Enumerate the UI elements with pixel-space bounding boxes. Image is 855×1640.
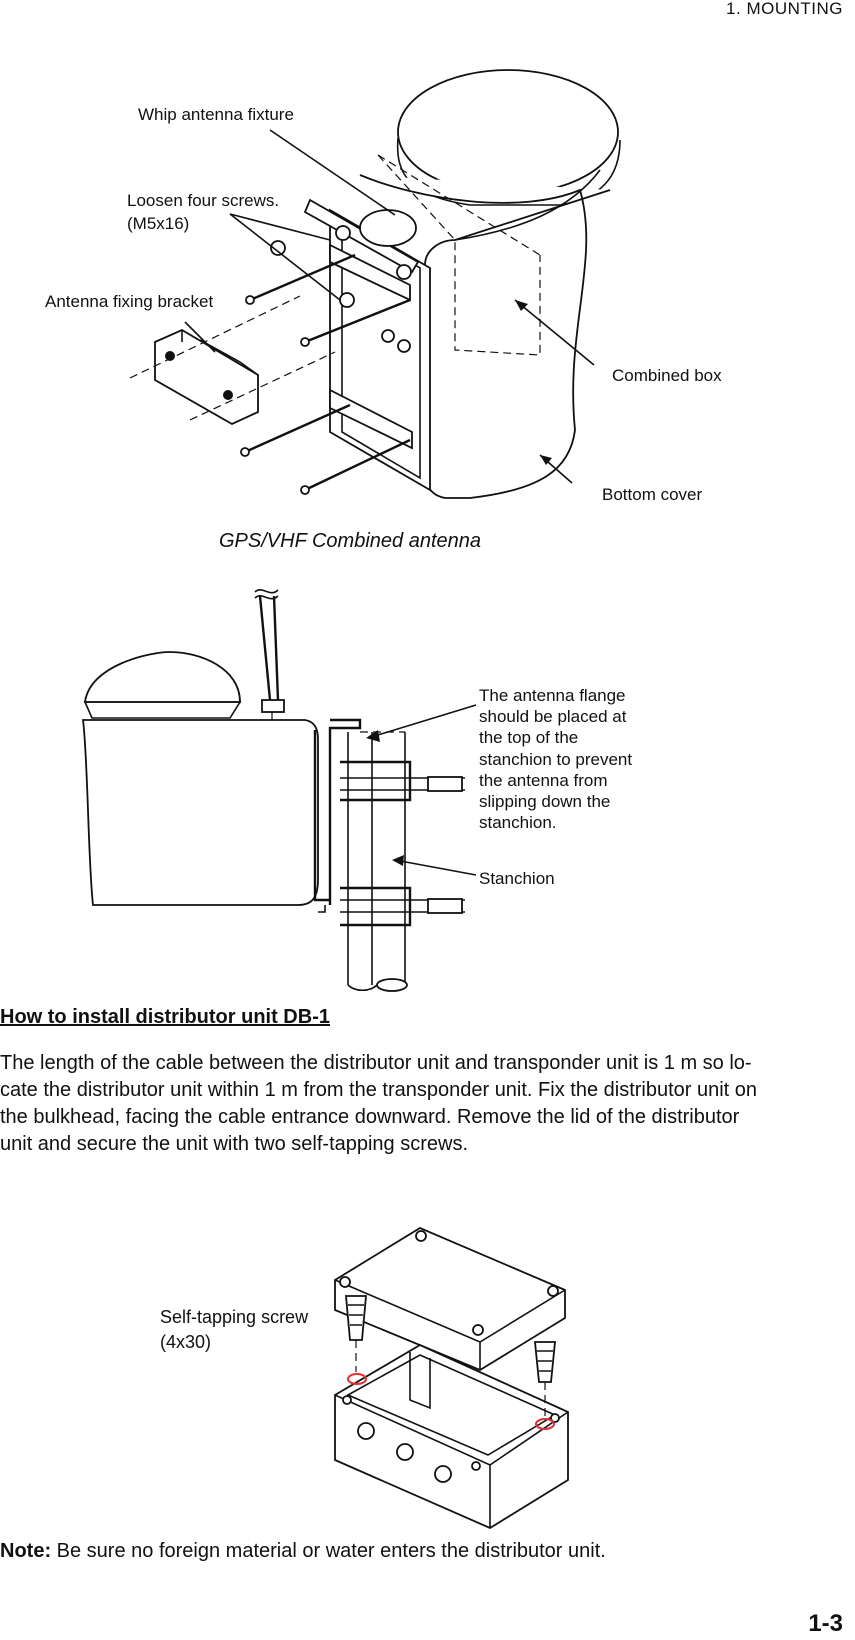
flange-note-line: should be placed at xyxy=(479,707,627,727)
label-combined-box: Combined box xyxy=(612,366,722,385)
label-loosen-screws: Loosen four screws. xyxy=(127,191,280,210)
flange-placement-note xyxy=(479,685,632,833)
paragraph-line: The length of the cable between the distributor unit and transponder unit is 1 m so lo- xyxy=(0,1052,752,1074)
figure1-caption: GPS/VHF Combined antenna xyxy=(219,530,482,552)
figure2-stanchion-drawing xyxy=(83,590,476,991)
label-self-tapping-screw: Self-tapping screw xyxy=(160,1307,309,1327)
flange-note-line: the antenna from xyxy=(479,770,608,790)
page-number: 1-3 xyxy=(808,1610,843,1637)
flange-note-line: stanchion to prevent xyxy=(479,749,633,769)
flange-note-line: the top of the xyxy=(479,728,579,748)
paragraph-line: the bulkhead, facing the cable entrance downward. Remove the lid of the distributor xyxy=(0,1106,740,1128)
running-header: 1. MOUNTING xyxy=(726,0,843,18)
label-screw-dimensions: (4x30) xyxy=(160,1332,212,1352)
label-screw-size: (M5x16) xyxy=(127,214,190,233)
flange-note-line: The antenna flange xyxy=(479,686,626,705)
note xyxy=(0,1540,606,1563)
install-paragraph xyxy=(0,1050,850,1158)
flange-note-line: slipping down the xyxy=(479,792,611,812)
paragraph-line: unit and secure the unit with two self-tapping screws. xyxy=(0,1133,469,1155)
label-stanchion: Stanchion xyxy=(479,869,555,888)
label-bottom-cover: Bottom cover xyxy=(602,485,703,504)
note-label: Note: xyxy=(0,1540,52,1562)
label-antenna-fixing-bracket: Antenna fixing bracket xyxy=(45,292,214,311)
section-heading: How to install distributor unit DB-1 xyxy=(0,1006,330,1028)
label-whip-antenna-fixture: Whip antenna fixture xyxy=(138,105,294,124)
paragraph-line: cate the distributor unit within 1 m from the transponder unit. Fix the distributor unit on xyxy=(0,1079,758,1101)
flange-note-line: stanchion. xyxy=(479,813,557,833)
figure3-distributor-drawing xyxy=(335,1228,568,1528)
figure1-antenna-drawing xyxy=(130,70,620,498)
note-text: Be sure no foreign material or water enters the distributor unit. xyxy=(51,1540,606,1562)
